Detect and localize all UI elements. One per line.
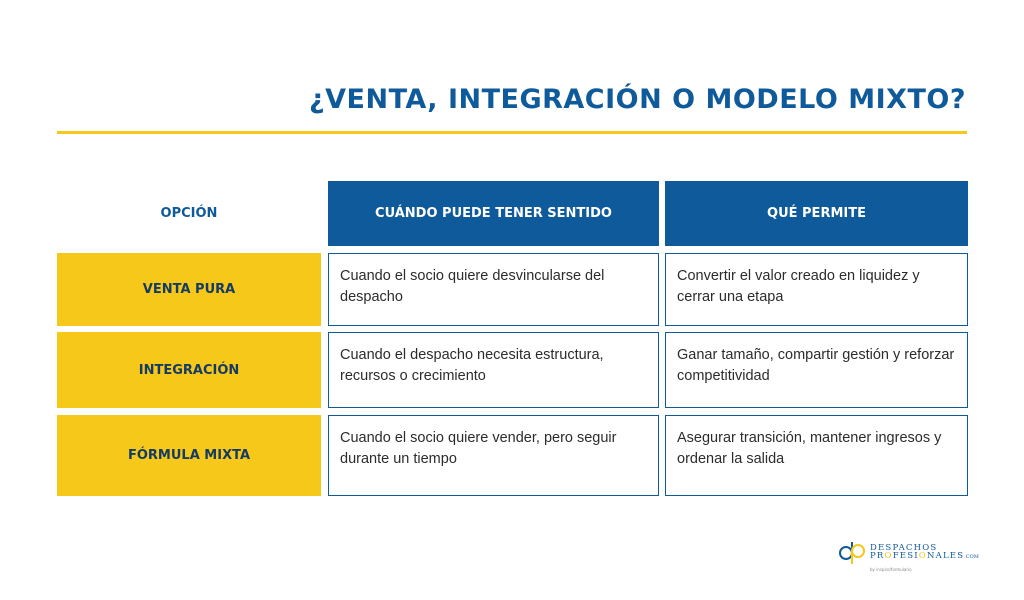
header-option: OPCIÓN — [160, 206, 218, 221]
row-allows-formula-mixta: Asegurar transición, mantener ingresos y ordenar la salida — [665, 415, 968, 496]
row-allows-venta-pura: Convertir el valor creado en liquidez y cerrar una etapa — [665, 253, 968, 326]
logo-suffix: .COM — [964, 554, 979, 560]
row-option-venta-pura: VENTA PURA — [57, 253, 321, 326]
header-allows: QUÉ PERMITE — [665, 181, 968, 246]
page-title: ¿VENTA, INTEGRACIÓN O MODELO MIXTO? — [308, 84, 966, 115]
logo-subtitle: by inspiro/formulario — [870, 567, 912, 572]
logo-mark-icon — [838, 540, 866, 564]
row-option-formula-mixta: FÓRMULA MIXTA — [57, 415, 321, 496]
row-when-venta-pura: Cuando el socio quiere desvincularse del despacho — [328, 253, 659, 326]
logo-line1: DESPACHOS — [870, 542, 938, 553]
header-when: CUÁNDO PUEDE TENER SENTIDO — [328, 181, 659, 246]
title-underline — [57, 131, 967, 134]
row-when-integracion: Cuando el despacho necesita estructura, recursos o crecimiento — [328, 332, 659, 408]
row-when-formula-mixta: Cuando el socio quiere vender, pero seguir durante un tiempo — [328, 415, 659, 496]
brand-logo — [838, 540, 979, 564]
logo-line2: PROFESIONALES.COM — [870, 551, 979, 561]
row-option-integracion: INTEGRACIÓN — [57, 332, 321, 408]
row-allows-integracion: Ganar tamaño, compartir gestión y reforzar competitividad — [665, 332, 968, 408]
